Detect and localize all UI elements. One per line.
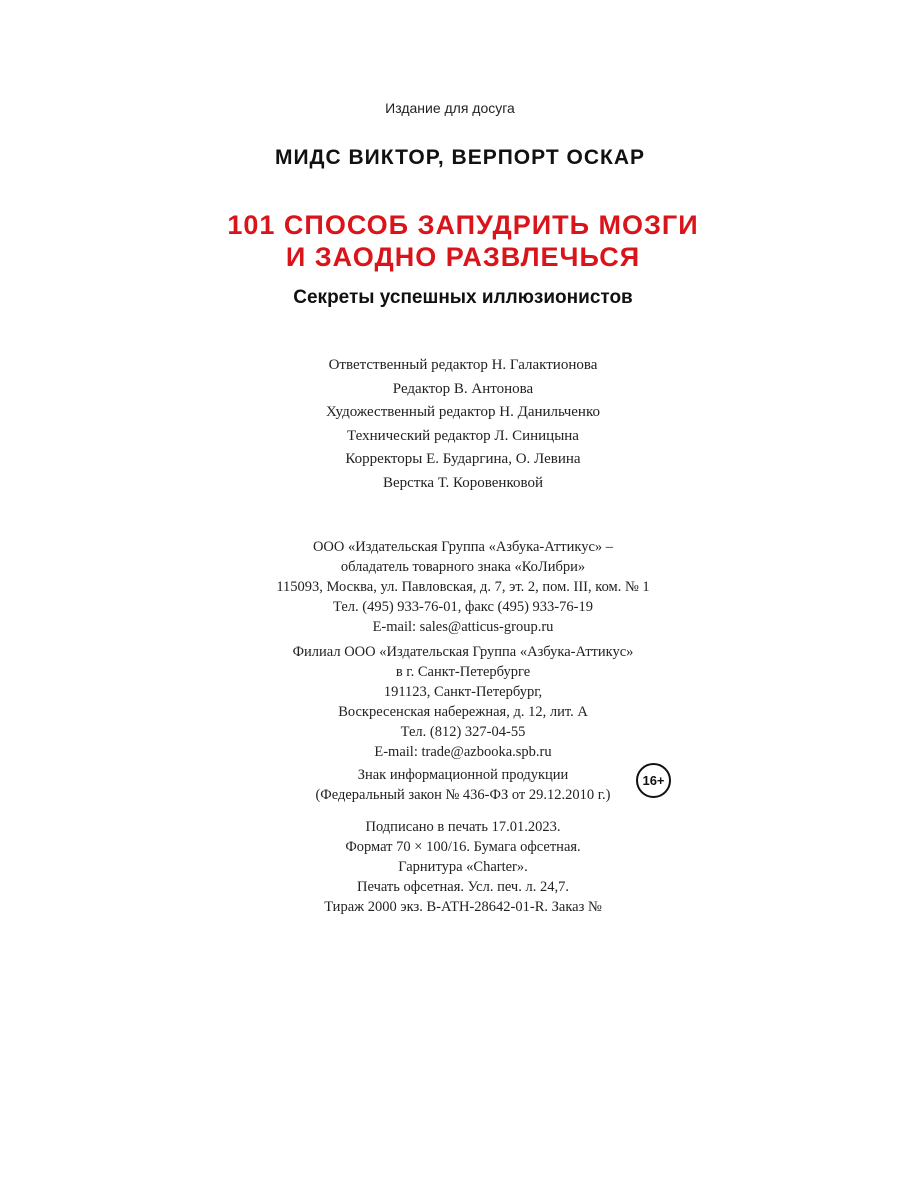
branch-line: Воскресенская набережная, д. 12, лит. А	[338, 704, 588, 720]
branch-email: E-mail: trade@azbooka.spb.ru	[374, 744, 552, 760]
branch-line: 191123, Санкт-Петербург,	[383, 684, 543, 700]
title-line: И ЗАОДНО РАЗВЛЕЧЬСЯ	[285, 242, 641, 272]
info-sign-line: Знак информационной продукции	[357, 767, 569, 783]
editorial-credits	[0, 354, 900, 495]
book-subtitle: Секреты успешных иллюзионистов	[293, 287, 633, 308]
publisher-line: обладатель товарного знака «КоЛибри»	[340, 559, 586, 575]
book-authors: МИДС ВИКТОР, ВЕРПОРТ ОСКАР	[274, 146, 646, 169]
publisher-info	[0, 537, 900, 637]
credit-line: Художественный редактор Н. Данильченко	[326, 404, 600, 420]
publisher-line: 115093, Москва, ул. Павловская, д. 7, эт. 2, пом. III, ком. № 1	[276, 579, 650, 595]
branch-line: Филиал ООО «Издательская Группа «Азбука-Аттикус»	[292, 644, 634, 660]
credit-line: Технический редактор Л. Синицына	[347, 427, 579, 444]
publisher-email: E-mail: sales@atticus-group.ru	[372, 619, 554, 635]
credit-line: Корректоры Е. Бударгина, О. Левина	[345, 451, 581, 467]
credit-line: Ответственный редактор Н. Галактионова	[328, 357, 598, 373]
publisher-line: Тел. (495) 933-76-01, факс (495) 933-76-19	[333, 599, 593, 615]
print-line: Гарнитура «Charter».	[398, 859, 528, 875]
branch-line: в г. Санкт-Петербурге	[395, 664, 531, 680]
credit-line: Редактор В. Антонова	[392, 380, 534, 397]
information-product-sign	[0, 765, 900, 805]
print-line: Подписано в печать 17.01.2023.	[365, 819, 561, 835]
credit-line: Верстка Т. Коровенковой	[383, 474, 543, 491]
print-line: Формат 70 × 100/16. Бумага офсетная.	[345, 839, 581, 855]
title-line: 101 СПОСОБ ЗАПУДРИТЬ МОЗГИ	[227, 210, 699, 240]
info-sign-line: (Федеральный закон № 436-ФЗ от 29.12.2010 г.)	[315, 787, 611, 803]
branch-line: Тел. (812) 327-04-55	[400, 724, 526, 740]
branch-info	[0, 642, 900, 762]
print-line: Тираж 2000 экз. В-АТН-28642-01-R. Заказ №	[324, 899, 602, 915]
series-label: Издание для досуга	[385, 100, 515, 116]
print-line: Печать офсетная. Усл. печ. л. 24,7.	[357, 879, 569, 895]
age-rating-badge: 16+	[636, 763, 671, 798]
publisher-line: ООО «Издательская Группа «Азбука-Аттикус» –	[312, 539, 614, 555]
print-details	[0, 817, 900, 917]
book-title	[0, 209, 900, 273]
